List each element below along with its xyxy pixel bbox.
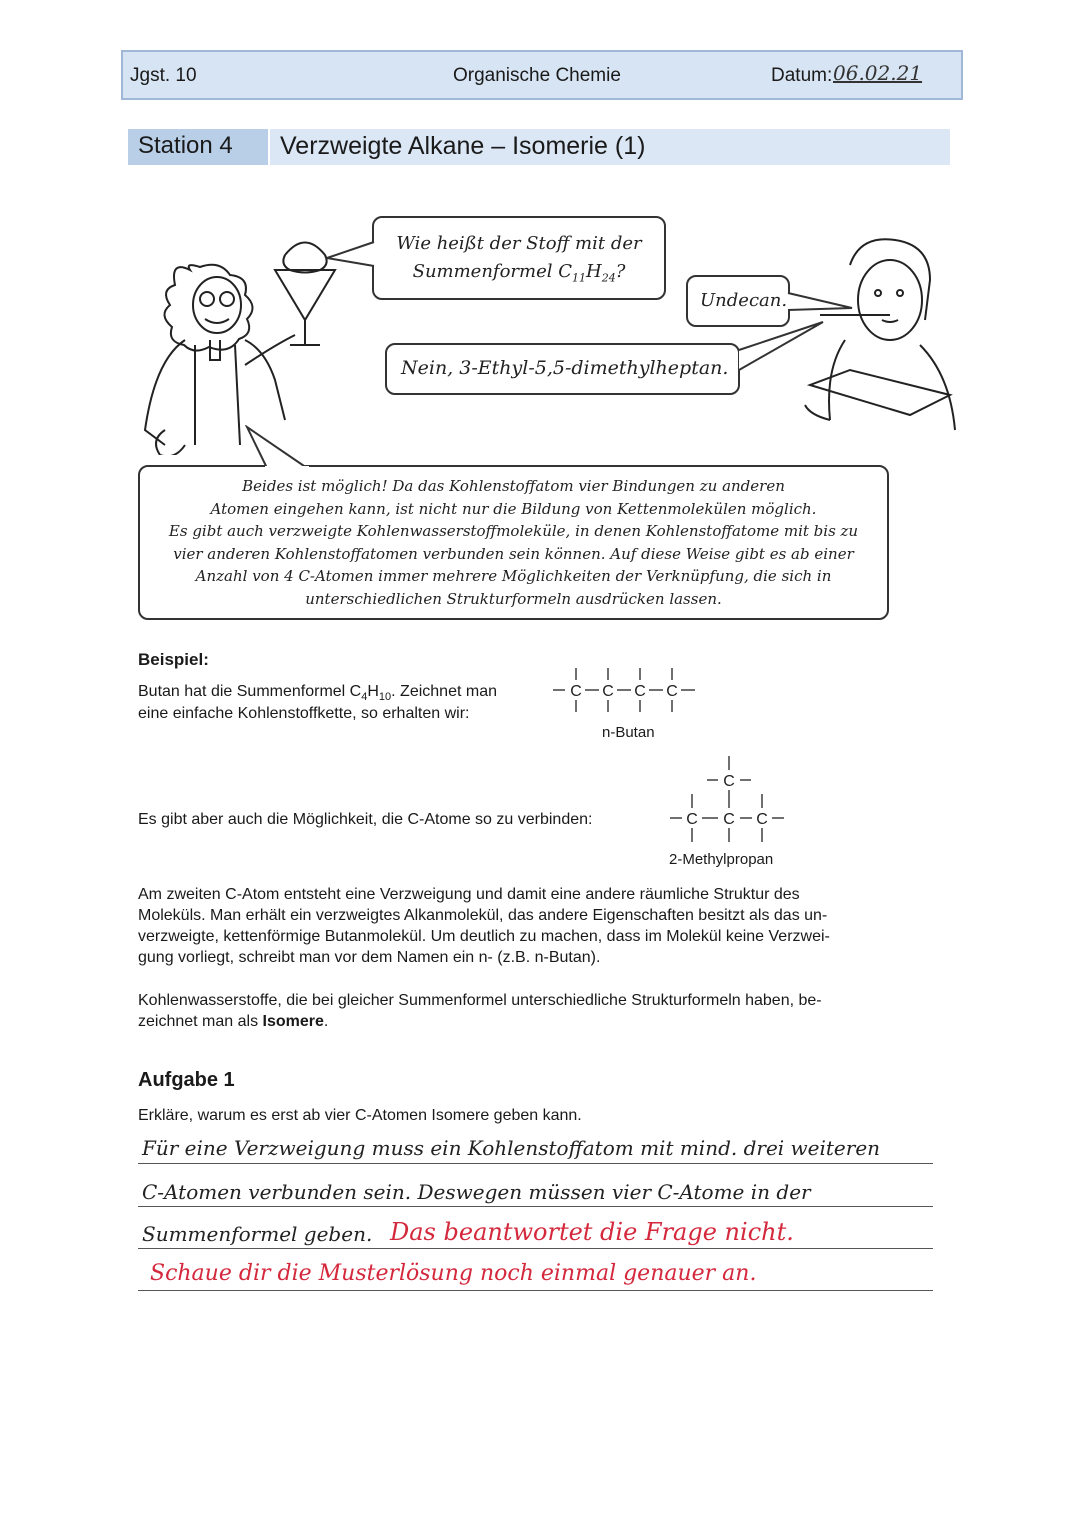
task-heading: Aufgabe 1 bbox=[138, 1069, 235, 1091]
question-line-2: Summenformel $C_{11}H_{24}$? bbox=[412, 261, 626, 285]
n-butane-label: n-Butan bbox=[602, 724, 655, 741]
explanation-bubble bbox=[138, 465, 889, 620]
grade-label: Jgst. 10 bbox=[130, 65, 197, 86]
example-text-line-2: eine einfache Kohlenstoffkette, so erhalten wir: bbox=[138, 705, 470, 722]
bubble-tail bbox=[786, 288, 856, 318]
explanation-line: Beides ist möglich! Da das Kohlenstoffatom vier Bindungen zu anderen bbox=[242, 477, 785, 495]
paragraph-line: zeichnet man als Isomere. bbox=[138, 1013, 329, 1030]
example-text-line-1: Butan hat die Summenformel $C_4H_{10}$. Zeichnet man bbox=[138, 683, 497, 704]
carbon-atom: C bbox=[723, 773, 735, 790]
handwritten-answer-line: Für eine Verzweigung muss ein Kohlenstoffatom mit mind. drei weiteren bbox=[142, 1136, 881, 1160]
explanation-line: Es gibt auch verzweigte Kohlenwasserstoffmoleküle, in denen Kohlenstoffatome mit bis zu bbox=[168, 522, 859, 540]
station-label: Station 4 bbox=[128, 129, 268, 165]
carbon-atom: C bbox=[723, 811, 735, 828]
paragraph-line: verzweigte, kettenförmige Butanmolekül. Um deutlich zu machen, dass im Molekül keine Verzwei- bbox=[138, 928, 830, 945]
answer-line-rule bbox=[138, 1163, 933, 1164]
carbon-atom: C bbox=[602, 683, 614, 700]
carbon-atom: C bbox=[634, 683, 646, 700]
answer-line-rule bbox=[138, 1290, 933, 1291]
handwritten-answer-line: C-Atomen verbunden sein. Deswegen müssen vier C-Atome in der bbox=[142, 1180, 811, 1204]
question-line-1: Wie heißt der Stoff mit der bbox=[396, 233, 642, 254]
paragraph-line: Kohlenwasserstoffe, die bei gleicher Summenformel unterschiedliche Strukturformeln haben, be- bbox=[138, 992, 822, 1009]
page-header bbox=[121, 50, 963, 100]
bubble-tail bbox=[737, 318, 827, 378]
explanation-line: Atomen eingehen kann, ist nicht nur die Bildung von Kettenmolekülen möglich. bbox=[210, 499, 817, 518]
carbon-atom: C bbox=[570, 683, 582, 700]
paragraph-line: Moleküls. Man erhält ein verzweigtes Alkanmolekül, das andere Eigenschaften besitzt als das un- bbox=[138, 907, 828, 924]
bubble-tail bbox=[325, 240, 375, 270]
teacher-illustration bbox=[135, 215, 350, 455]
paragraph-line: gung vorliegt, schreibt man vor dem Namen ein n- (z.B. n-Butan). bbox=[138, 949, 601, 966]
explanation-line: unterschiedlichen Strukturformeln ausdrücken lassen. bbox=[305, 589, 722, 608]
n-butane-structure bbox=[545, 662, 715, 722]
carbon-atom: C bbox=[686, 811, 698, 828]
answer-line-rule bbox=[138, 1206, 933, 1207]
isomer-definition bbox=[138, 990, 938, 1032]
carbon-atom: C bbox=[756, 811, 768, 828]
question-bubble bbox=[372, 216, 666, 300]
teacher-answer-bubble: Nein, 3-Ethyl-5,5-dimethylheptan. bbox=[385, 343, 740, 395]
explanation-line: Anzahl von 4 C-Atomen immer mehrere Möglichkeiten der Verknüpfung, die sich in bbox=[195, 567, 832, 585]
date-label: Datum: bbox=[771, 65, 833, 86]
carbon-atom: C bbox=[666, 683, 678, 700]
date-value: 06.02.21 bbox=[833, 61, 923, 85]
methylpropane-structure bbox=[660, 752, 800, 852]
explanation-line: vier anderen Kohlenstoffatomen verbunden sein können. Auf diese Weise gibt es ab einer bbox=[173, 544, 854, 563]
subject-title: Organische Chemie bbox=[453, 65, 621, 86]
bubble-tail bbox=[245, 425, 315, 470]
teacher-correction: Schaue dir die Musterlösung noch einmal genauer an. bbox=[150, 1261, 757, 1286]
task-prompt: Erkläre, warum es erst ab vier C-Atomen Isomere geben kann. bbox=[138, 1107, 582, 1124]
station-title: Verzweigte Alkane – Isomerie (1) bbox=[270, 129, 950, 165]
example-text-line-3: Es gibt aber auch die Möglichkeit, die C-Atome so zu verbinden: bbox=[138, 811, 593, 828]
handwritten-answer-line: Summenformel geben. bbox=[142, 1222, 373, 1246]
example-heading: Beispiel: bbox=[138, 650, 209, 669]
explanation-paragraph bbox=[138, 884, 938, 968]
methylpropane-label: 2-Methylpropan bbox=[669, 851, 774, 868]
answer-line-rule bbox=[138, 1248, 933, 1249]
teacher-correction: Das beantwortet die Frage nicht. bbox=[390, 1218, 794, 1246]
paragraph-line: Am zweiten C-Atom entsteht eine Verzweigung und damit eine andere räumliche Struktur des bbox=[138, 886, 800, 903]
student-answer-bubble: Undecan. bbox=[686, 275, 790, 327]
